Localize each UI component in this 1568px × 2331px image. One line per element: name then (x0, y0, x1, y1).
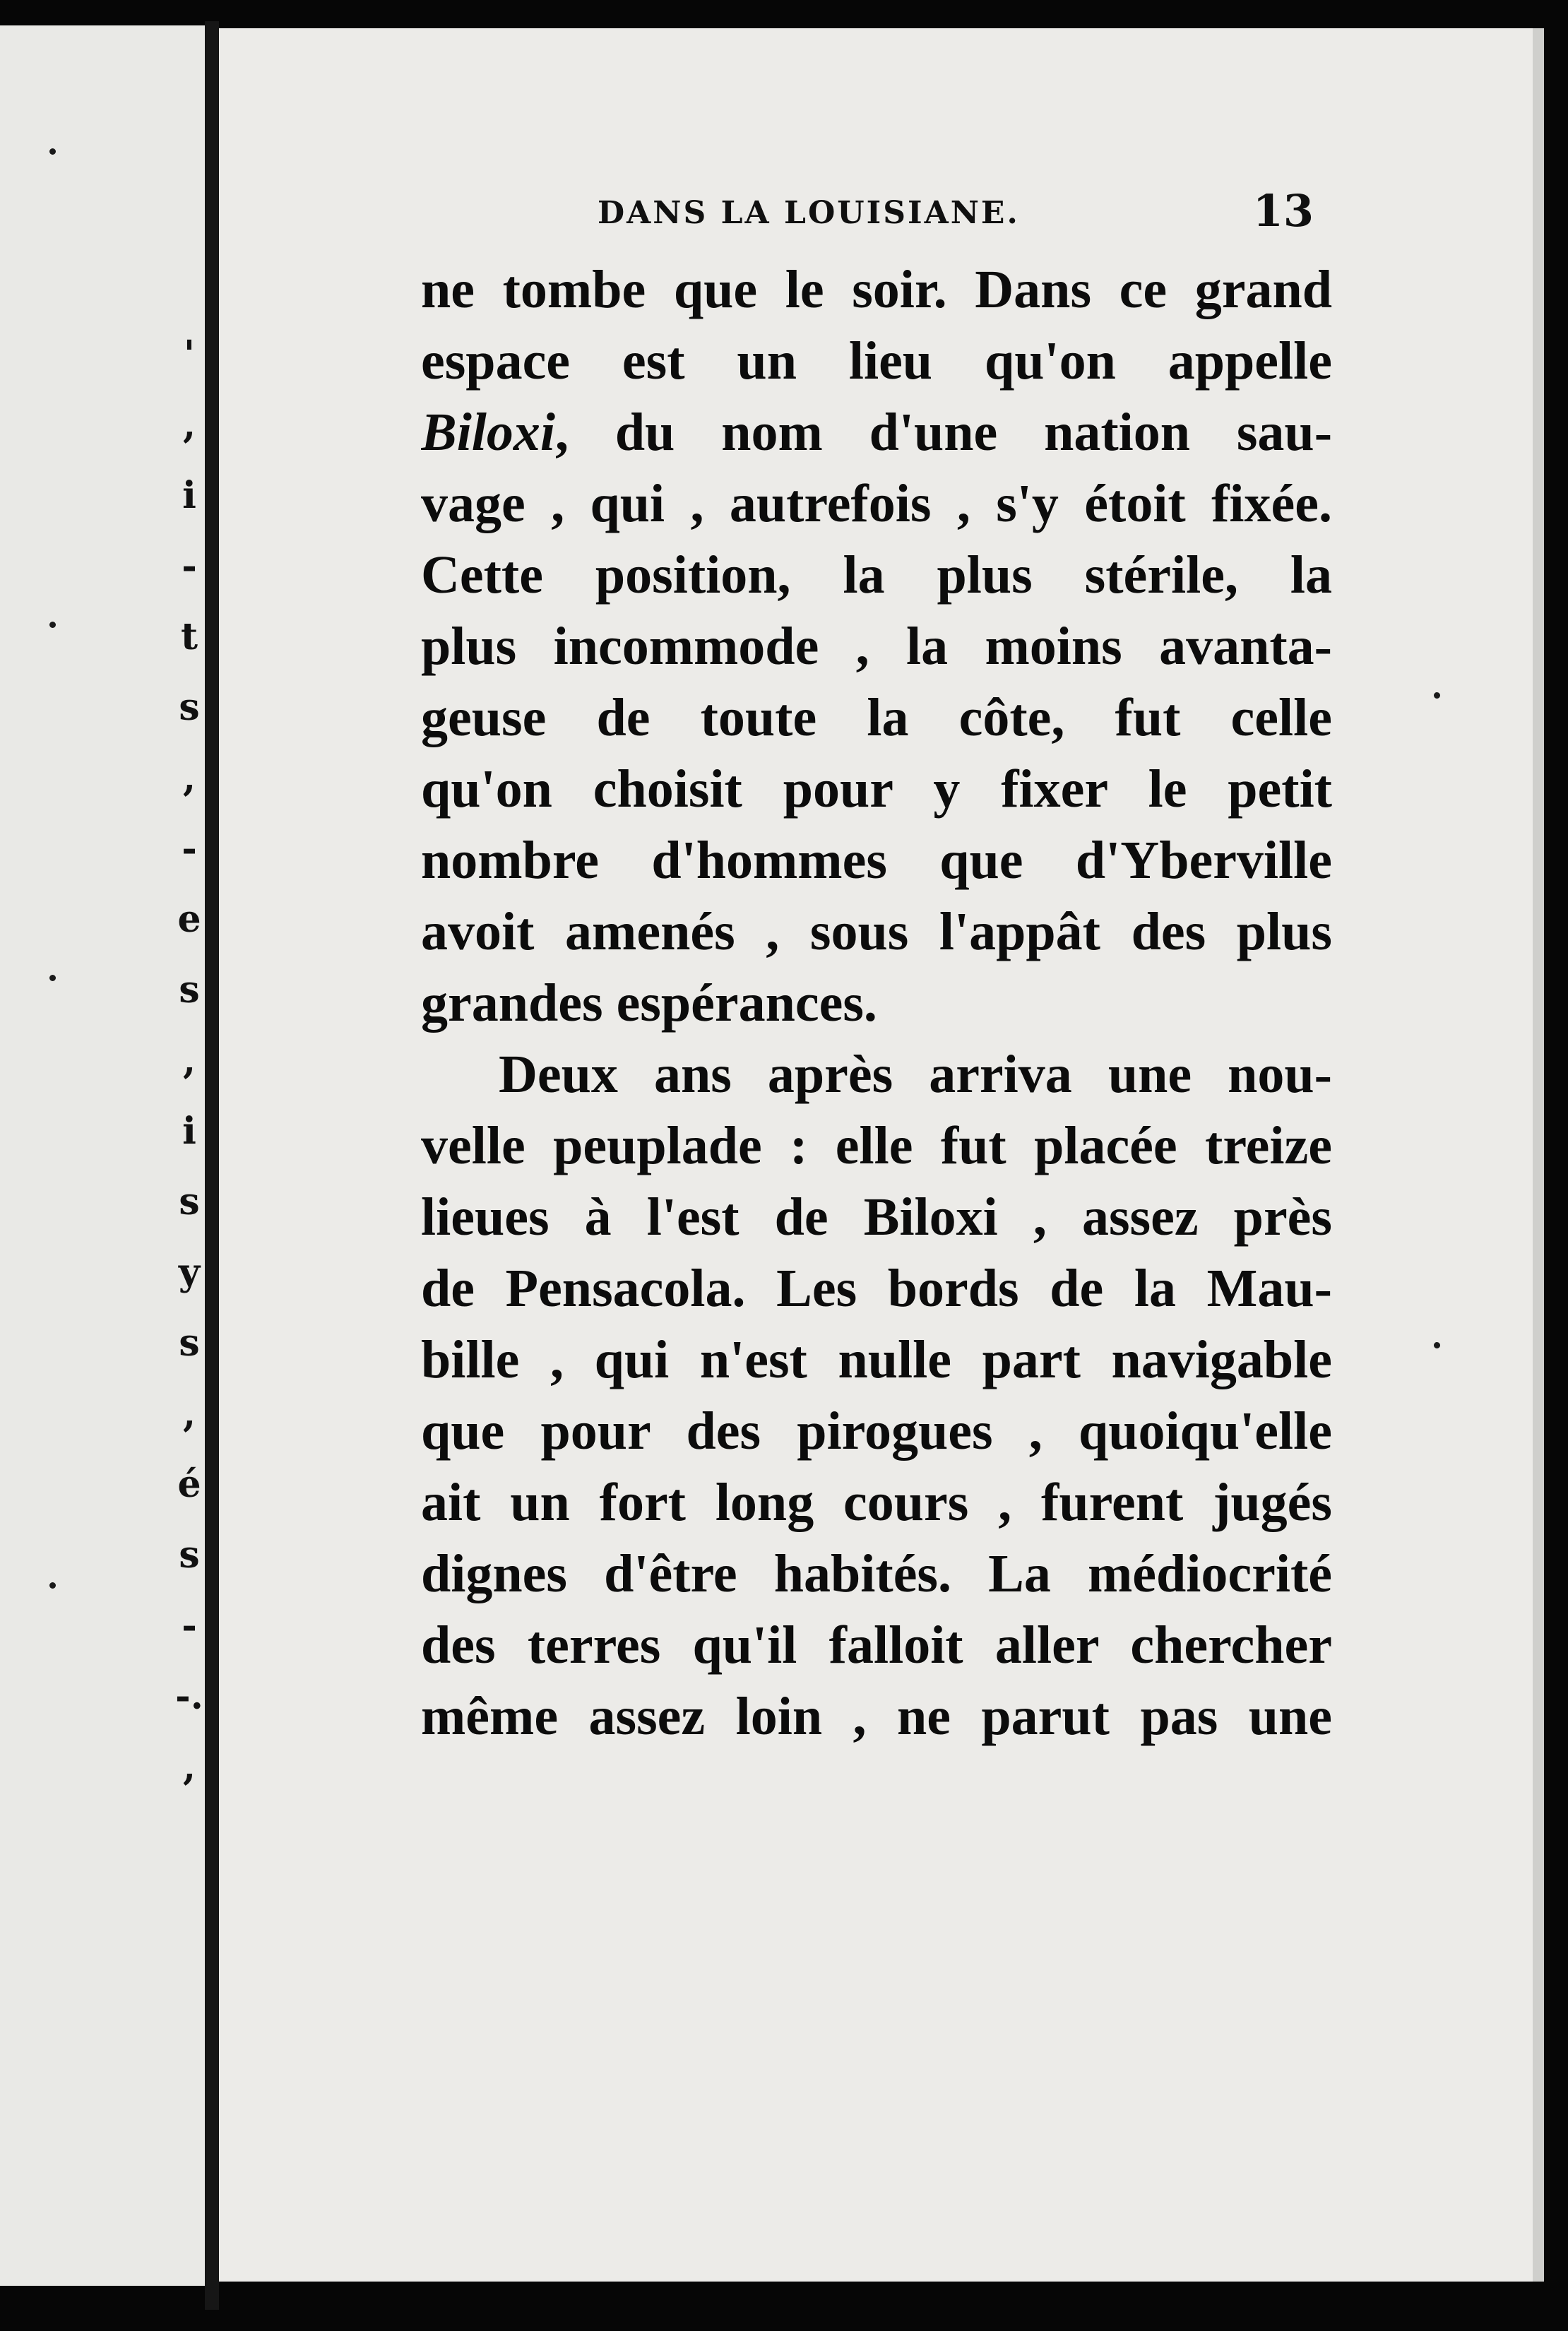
page-header (379, 181, 1314, 244)
scan-speck (1434, 1342, 1440, 1348)
page-number: 13 (1252, 185, 1314, 237)
text-line: que pour des pirogues , quoiqu'elle (421, 1401, 1332, 1461)
text-line: velle peuplade : elle fut placée treize (421, 1116, 1332, 1175)
left-page-fragment: t (180, 615, 198, 658)
text-line: vage , qui , autrefois , s'y étoit fixée. (421, 474, 1332, 533)
left-page-fragment: s (179, 1180, 200, 1223)
left-page-margin (0, 25, 205, 2286)
text-line: espace est un lieu qu'on appelle (421, 331, 1332, 391)
scan-speck (49, 975, 56, 981)
text-line: qu'on choisit pour y fixer le petit (421, 759, 1332, 819)
text-line: des terres qu'il falloit aller chercher (421, 1615, 1332, 1675)
text-line: lieues à l'est de Biloxi , assez près (421, 1187, 1332, 1247)
book-spine (205, 21, 219, 2310)
left-page-fragment: i (182, 1110, 196, 1153)
left-page-fragment: ' (184, 333, 195, 376)
left-page-fragment: e (177, 898, 201, 941)
running-head: DANS LA LOUISIANE. (598, 195, 1020, 231)
left-page-fragment: , (182, 757, 196, 800)
text-line: nombre d'hommes que d'Yberville (421, 831, 1332, 890)
left-page-fragment: , (182, 1039, 196, 1082)
scan-speck (49, 148, 56, 155)
left-page-fragment: -. (175, 1675, 203, 1718)
left-page-fragment: i (182, 474, 196, 517)
paragraph-end-line: grandes espérances. (421, 973, 877, 1033)
left-page-text-fragments (0, 25, 205, 2286)
text-line: Cette position, la plus stérile, la (421, 545, 1332, 605)
text-line: ne tombe que le soir. Dans ce grand (421, 260, 1332, 319)
italic-place-name: Biloxi (421, 403, 556, 462)
text-line: dignes d'être habités. La médiocrité (421, 1544, 1332, 1603)
left-page-fragment: , (182, 1392, 196, 1435)
scan-speck (1434, 692, 1440, 699)
left-page-fragment: - (182, 827, 197, 870)
left-page-fragment: s (179, 1534, 200, 1577)
scan-speck (49, 1582, 56, 1589)
left-page-fragment: - (182, 1604, 197, 1647)
body-text (421, 254, 1332, 1752)
text-line (421, 397, 1332, 468)
text-line: avoit amenés , sous l'appât des plus (421, 902, 1332, 961)
text-line: geuse de toute la côte, fut celle (421, 688, 1332, 747)
text-line: plus incommode , la moins avanta- (421, 617, 1332, 676)
text-line: de Pensacola. Les bords de la Mau- (421, 1259, 1332, 1318)
left-page-fragment: s (179, 1322, 200, 1365)
left-page-fragment: y (178, 1251, 201, 1294)
left-page-fragment: s (179, 968, 200, 1012)
text-line: ait un fort long cours , furent jugés (421, 1473, 1332, 1532)
left-page-fragment: s (179, 686, 200, 729)
left-page-fragment: , (182, 403, 196, 446)
text-line: bille , qui n'est nulle part navigable (421, 1330, 1332, 1389)
text-line-continuation: , du nom d'une nation sau- (555, 403, 1332, 462)
left-page-fragment: , (182, 1745, 196, 1789)
text-line: même assez loin , ne parut pas une (421, 1687, 1332, 1746)
paragraph-start-line: Deux ans après arriva une nou- (499, 1045, 1332, 1104)
scan-speck (49, 622, 56, 628)
left-page-fragment: é (177, 1463, 201, 1506)
left-page-fragment: - (182, 545, 197, 588)
page-edge (1533, 28, 1544, 2282)
